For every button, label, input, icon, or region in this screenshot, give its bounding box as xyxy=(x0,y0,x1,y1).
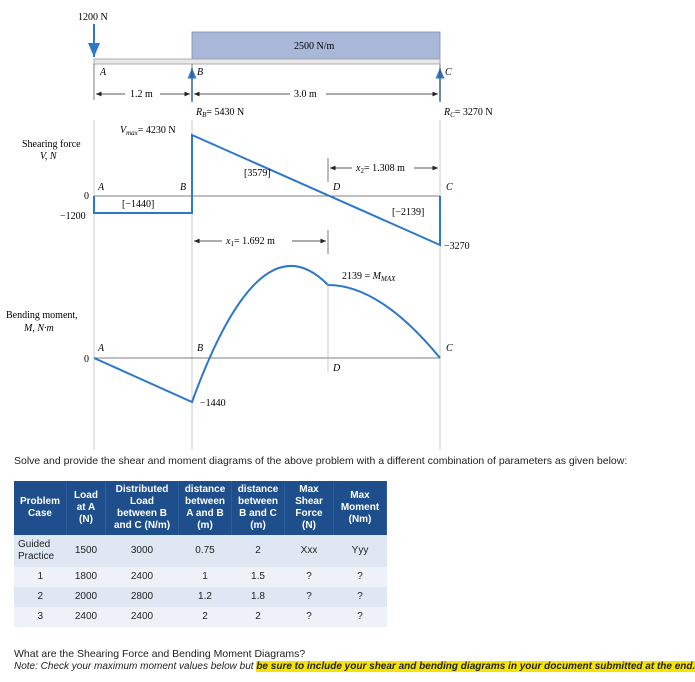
table-row xyxy=(14,587,387,607)
shear-point-b: B xyxy=(180,182,187,193)
distributed-load-label: 2500 N/m xyxy=(294,41,335,52)
cell-load: 2400 xyxy=(67,607,106,627)
cell-load: 2000 xyxy=(67,587,106,607)
header-max-shear: Max Shear Force (N) xyxy=(285,481,334,535)
parameters-table xyxy=(14,481,387,627)
header-distributed-load: Distributed Load between B and C (N/m) xyxy=(106,481,179,535)
area-1440: [−1440] xyxy=(122,199,155,210)
note-highlight: be sure to include your shear and bending diagrams in your document submitted at the end. xyxy=(256,661,695,672)
header-max-moment: Max Moment (Nm) xyxy=(334,481,387,535)
load-a-label: 1200 N xyxy=(78,12,108,23)
point-b-label: B xyxy=(197,67,204,78)
cell-bc: 2 xyxy=(232,535,285,567)
table-row xyxy=(14,535,387,567)
header-distance-bc: distance between B and C (m) xyxy=(232,481,285,535)
cell-case: 3 xyxy=(14,607,67,627)
span-ab-label: 1.2 m xyxy=(130,89,153,100)
cell-case: 1 xyxy=(14,567,67,587)
instructions-text: Solve and provide the shear and moment diagrams of the above problem with a different combination of parameters as given below: xyxy=(14,455,628,467)
cell-ab: 2 xyxy=(179,607,232,627)
span-bc-label: 3.0 m xyxy=(294,89,317,100)
note-plain: Note: Check your maximum moment values below but xyxy=(14,661,257,672)
cell-load: 1500 xyxy=(67,535,106,567)
area-3579: [3579] xyxy=(244,168,271,179)
cell-moment: ? xyxy=(334,587,387,607)
cell-dist: 2800 xyxy=(106,587,179,607)
cell-shear: ? xyxy=(285,607,334,627)
shear-diagram xyxy=(22,120,470,450)
area-2139: [−2139] xyxy=(392,207,425,218)
cell-ab: 0.75 xyxy=(179,535,232,567)
cell-moment: ? xyxy=(334,567,387,587)
reaction-b-label: $R_B= 5430$ N xyxy=(196,107,245,119)
cell-bc: 1.8 xyxy=(232,587,285,607)
question-text: What are the Shearing Force and Bending Moment Diagrams? xyxy=(14,648,306,660)
cell-moment: Yyy xyxy=(334,535,387,567)
table-row xyxy=(14,607,387,627)
cell-case: Guided Practice xyxy=(14,535,67,567)
cell-bc: 1.5 xyxy=(232,567,285,587)
moment-point-a: A xyxy=(98,343,105,354)
cell-shear: ? xyxy=(285,567,334,587)
note-text xyxy=(14,661,695,672)
shear-point-a: A xyxy=(98,182,105,193)
cell-dist: 2400 xyxy=(106,567,179,587)
header-load-at-a: Load at A (N) xyxy=(67,481,106,535)
point-a-label: A xyxy=(100,67,107,78)
cell-load: 1800 xyxy=(67,567,106,587)
cell-ab: 1 xyxy=(179,567,232,587)
moment-curve xyxy=(94,266,440,402)
header-distance-ab: distance between A and B (m) xyxy=(179,481,232,535)
cell-moment: ? xyxy=(334,607,387,627)
cell-shear: ? xyxy=(285,587,334,607)
shear-point-d: D xyxy=(333,182,341,193)
cell-ab: 1.2 xyxy=(179,587,232,607)
cell-dist: 2400 xyxy=(106,607,179,627)
moment-point-b: B xyxy=(197,343,204,354)
mmax-label: $2139 = M_{MAX}$ xyxy=(342,271,396,283)
table-header-row xyxy=(14,481,387,535)
moment-diagram xyxy=(6,266,453,409)
moment-axis-title: Bending moment, xyxy=(6,310,78,321)
moment-neg1440-label: −1440 xyxy=(200,398,226,409)
cell-case: 2 xyxy=(14,587,67,607)
cell-dist: 3000 xyxy=(106,535,179,567)
header-problem-case: Problem Case xyxy=(14,481,67,535)
cell-bc: 2 xyxy=(232,607,285,627)
shear-neg3270-label: −3270 xyxy=(444,241,470,252)
shear-axis-title: Shearing force xyxy=(22,139,81,150)
reaction-c-label: $R_C= 3270$ N xyxy=(444,107,493,119)
beam xyxy=(94,59,440,64)
x1-label: $x_1= 1.692$ m xyxy=(226,236,275,248)
table-row xyxy=(14,567,387,587)
moment-zero-tick: 0 xyxy=(84,354,89,365)
shear-point-c: C xyxy=(446,182,453,193)
shear-neg1200-tick: −1200 xyxy=(60,211,86,222)
vmax-label: $V_{max}= 4230$ N xyxy=(120,125,176,137)
x2-label: $x_2= 1.308$ m xyxy=(356,163,405,175)
moment-axis-units: M, N·m xyxy=(24,323,54,334)
moment-point-c: C xyxy=(446,343,453,354)
moment-point-d: D xyxy=(333,363,341,374)
shear-zero-tick: 0 xyxy=(84,191,89,202)
beam-loading xyxy=(78,12,493,119)
cell-shear: Xxx xyxy=(285,535,334,567)
shear-axis-units: V, N xyxy=(40,151,57,162)
shear-curve xyxy=(94,135,440,245)
point-c-label: C xyxy=(445,67,452,78)
